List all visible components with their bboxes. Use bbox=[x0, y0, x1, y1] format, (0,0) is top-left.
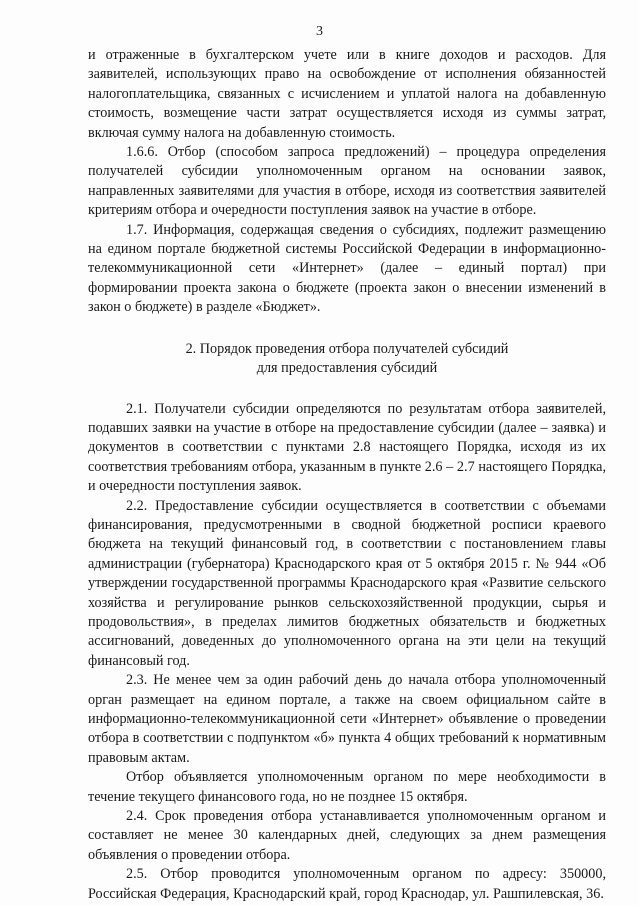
paragraph-selection-timing: Отбор объявляется уполномоченным органом по мере необходимости в течение текущего финансового года, но не позднее 15 октября. bbox=[88, 769, 606, 805]
paragraph-2-4: 2.4. Срок проведения отбора устанавливается уполномоченным органом и составляет не менее 30 календарных дней, следующих за днем размещения объявления о проведении отбора. bbox=[88, 808, 606, 863]
paragraph-1-7: 1.7. Информация, содержащая сведения о субсидиях, подлежит размещению на едином портале бюджетной системы Российской Федерации в информационно-телекоммуникационной сети «Интернет» (далее – единый портал) при формировании проекта закона о бюджете (проекта закон о внесении изменений в закон о бюджете) в разделе «Бюджет». bbox=[88, 221, 606, 316]
paragraph-2-2: 2.2. Предоставление субсидии осуществляется в соответствии с объемами финансирования, предусмотренными в сводной бюджетной росписи краевого бюджета на текущий финансовый год, в соответствии с постановлением главы администрации (губернатора) Краснодарского края от 5 октября 2015 г. № 944 «Об утверждении государственной программы Краснодарского края «Развитие сельского хозяйства и регулирование рынков сельскохозяйственной продукции, сырья и продовольствия», в пределах лимитов бюджетных обязательств и бюджетных ассигнований, доведенных до уполномоченного органа на эти цели на текущий финансовый год. bbox=[88, 497, 606, 669]
section-heading-line-1: 2. Порядок проведения отбора получателей субсидий bbox=[185, 340, 509, 357]
paragraph-1-6-6: 1.6.6. Отбор (способом запроса предложений) – процедура определения получателей субсидии уполномоченным органом на основании заявок, направленных заявителями для участия в отборе, исходя из соответствия заявителей критериям отбора и очередности поступления заявок на участие в отборе. bbox=[88, 144, 606, 219]
paragraph-2-1: 2.1. Получатели субсидии определяются по результатам отбора заявителей, подавших заявки на участие в отборе на предоставление субсидии (далее – заявка) и документов в соответствии с пунктами 2.8 настоящего Порядка, исходя из их соответствия требованиям отбора, указанным в пункте 2.6 – 2.7 настоящего Порядка, и очередности поступления заявок. bbox=[88, 400, 606, 495]
paragraph-2-5: 2.5. Отбор проводится уполномоченным органом по адресу: 350000, Российская Федерация, Краснодарский край, город Краснодар, ул. Рашпилевская, 36. bbox=[88, 866, 606, 902]
page-number: 3 bbox=[316, 24, 323, 39]
section-heading-line-2: для предоставления субсидий bbox=[256, 360, 438, 377]
paragraph-continuation: и отраженные в бухгалтерском учете или в книге доходов и расходов. Для заявителей, использующих право на освобождение от исполнения обязанностей налогоплательщика, связанных с исчислением и уплатой налога на добавленную стоимость, возмещение части затрат осуществляется исходя из суммы затрат, включая сумму налога на добавленную стоимость. bbox=[88, 47, 606, 141]
document-body bbox=[88, 46, 606, 904]
section-heading bbox=[88, 340, 606, 379]
paragraph-2-3: 2.3. Не менее чем за один рабочий день до начала отбора уполномоченный орган размещает на едином портале, а также на своем официальном сайте в информационно-телекоммуникационной сети «Интернет» объявление о проведении отбора в соответствии с подпунктом «б» пункта 4 общих требований к нормативным правовым актам. bbox=[88, 672, 606, 766]
